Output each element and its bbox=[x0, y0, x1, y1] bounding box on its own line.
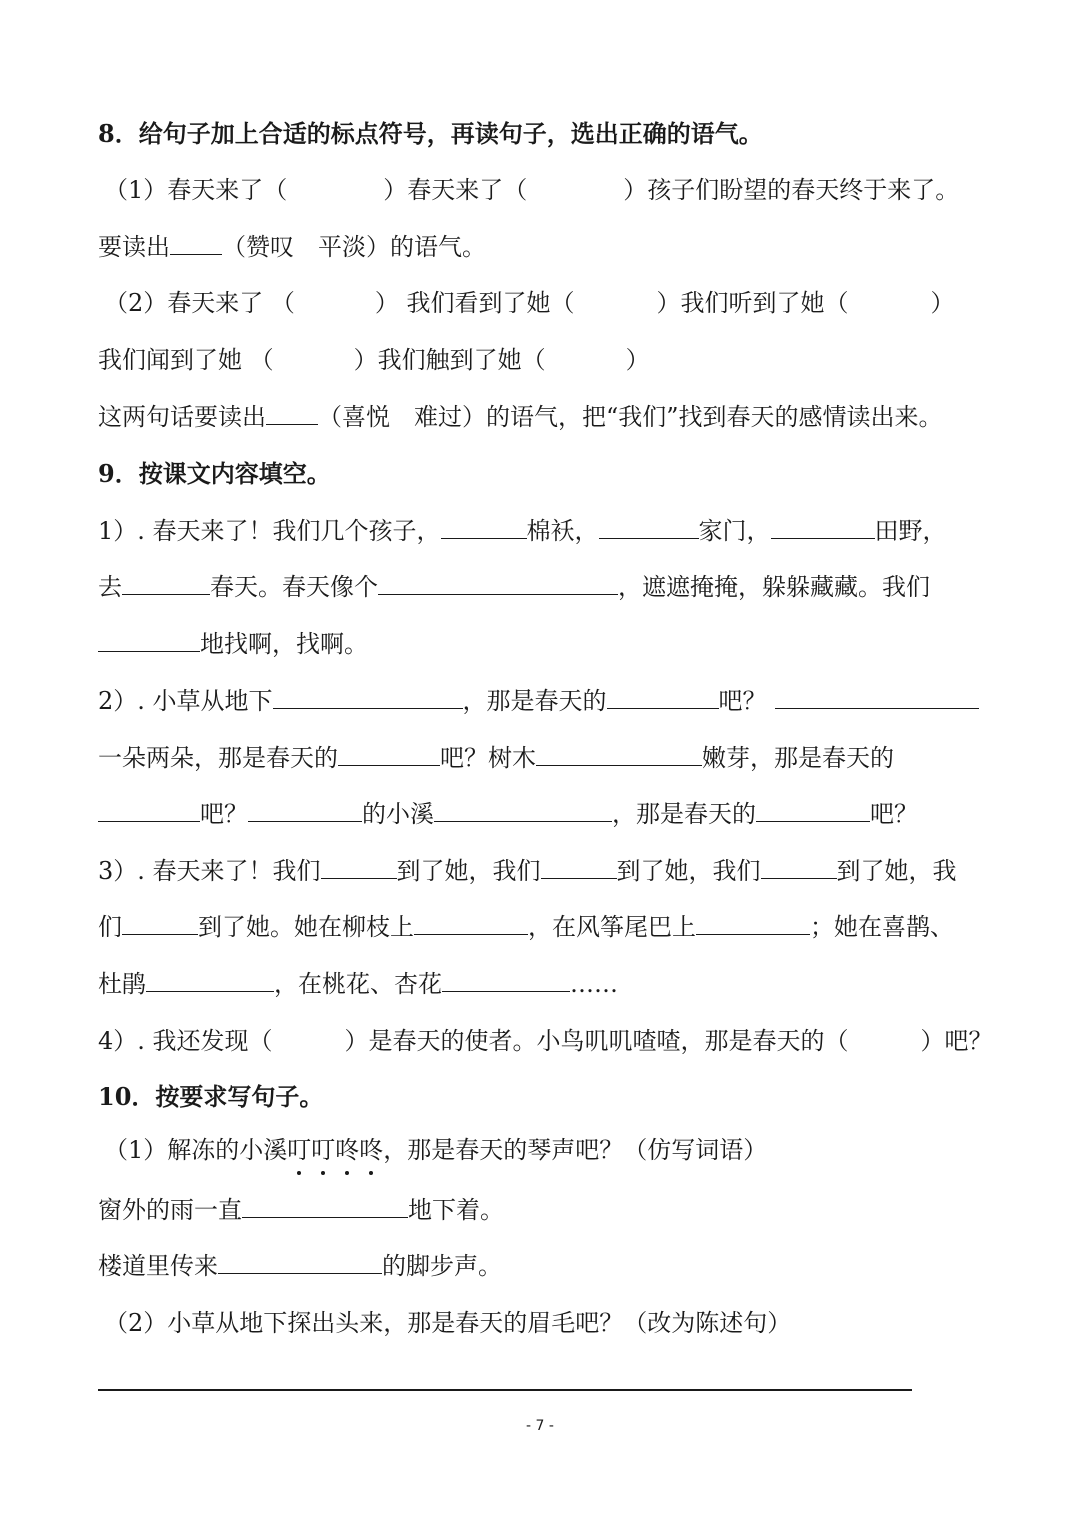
question-9-item-1-line-3: 地找啊，找啊。 bbox=[98, 628, 368, 660]
question-10-part-1: （1）解冻的小溪叮叮咚咚，那是春天的琴声吧？（仿写词语） bbox=[104, 1136, 768, 1164]
emphasis-dot-char: 咚 bbox=[335, 1136, 360, 1164]
page-number: - 7 - bbox=[526, 1418, 554, 1434]
answer-blank[interactable] bbox=[218, 1251, 382, 1274]
answer-blank[interactable] bbox=[541, 856, 617, 879]
answer-blank[interactable] bbox=[122, 912, 198, 935]
answer-line[interactable] bbox=[98, 1389, 912, 1391]
question-9-item-1-line-1: 1）. 春天来了！我们几个孩子， 棉袄， 家门， 田野， bbox=[98, 517, 947, 545]
answer-blank[interactable] bbox=[434, 799, 612, 822]
question-8-tone-line-1: 要读出 （赞叹 平淡）的语气。 bbox=[98, 233, 486, 261]
question-9-item-3-line-3: 杜鹃 ，在桃花、杏花 …… bbox=[98, 970, 618, 998]
question-8-part-1: （1）春天来了（ ）春天来了（ ）孩子们盼望的春天终于来了。 bbox=[104, 176, 960, 204]
answer-blank[interactable] bbox=[273, 686, 463, 709]
answer-blank[interactable] bbox=[378, 572, 618, 595]
question-9-item-3-line-2: 们 到了她。她在柳枝上 ，在风筝尾巴上 ；她在喜鹊、 bbox=[98, 913, 954, 941]
question-9-item-4: 4）. 我还发现（ ）是春天的使者。小鸟叽叽喳喳，那是春天的（ ）吧？ bbox=[98, 1027, 993, 1055]
question-9-item-1-line-2: 去 春天。春天像个 ，遮遮掩掩，躲躲藏藏。我们 bbox=[98, 573, 930, 601]
answer-blank[interactable] bbox=[771, 516, 875, 539]
emphasis-dot-char: 叮 bbox=[287, 1136, 312, 1164]
answer-blank[interactable] bbox=[756, 799, 870, 822]
question-9-item-2-line-1: 2）. 小草从地下 ，那是春天的 吧？ bbox=[98, 685, 979, 717]
emphasis-dot-char: 叮 bbox=[311, 1136, 336, 1164]
question-10-part-2: （2）小草从地下探出头来，那是春天的眉毛吧？（改为陈述句） bbox=[104, 1309, 792, 1337]
question-8-part-2-cont: 我们闻到了她 （ ）我们触到了她（ ） bbox=[98, 346, 650, 374]
answer-blank[interactable] bbox=[536, 743, 702, 766]
answer-blank[interactable] bbox=[414, 912, 528, 935]
answer-blank[interactable] bbox=[98, 629, 200, 652]
question-10-imitate-line-2: 楼道里传来 的脚步声。 bbox=[98, 1252, 502, 1280]
answer-blank[interactable] bbox=[599, 516, 699, 539]
answer-blank[interactable] bbox=[242, 1195, 408, 1218]
question-10-imitate-line-1: 窗外的雨一直 地下着。 bbox=[98, 1196, 504, 1224]
emphasis-dot-char: 咚 bbox=[359, 1136, 384, 1164]
answer-blank[interactable] bbox=[321, 856, 397, 879]
answer-blank[interactable] bbox=[266, 402, 318, 425]
question-10-title: 10．按要求写句子。 bbox=[98, 1082, 324, 1111]
answer-blank[interactable] bbox=[338, 743, 440, 766]
answer-blank[interactable] bbox=[761, 856, 837, 879]
answer-blank[interactable] bbox=[696, 912, 810, 935]
question-9-item-2-line-2: 一朵两朵，那是春天的 吧？树木 嫩芽，那是春天的 bbox=[98, 744, 894, 772]
answer-blank[interactable] bbox=[122, 572, 210, 595]
question-8-part-2: （2）春天来了 （ ） 我们看到了她（ ）我们听到了她（ ） bbox=[104, 289, 955, 317]
question-9-title: 9．按课文内容填空。 bbox=[98, 459, 331, 488]
question-8-tone-line-2: 这两句话要读出 （喜悦 难过）的语气，把“我们”找到春天的感情读出来。 bbox=[98, 403, 943, 431]
answer-blank[interactable] bbox=[441, 516, 527, 539]
answer-blank[interactable] bbox=[170, 232, 222, 255]
answer-blank[interactable] bbox=[146, 969, 274, 992]
question-9-item-2-line-3: 吧？ 的小溪 ，那是春天的 吧？ bbox=[98, 798, 918, 830]
answer-blank[interactable] bbox=[607, 686, 719, 709]
question-9-item-3-line-1: 3）. 春天来了！我们 到了她，我们 到了她，我们 到了她，我 bbox=[98, 857, 957, 885]
answer-blank[interactable] bbox=[775, 686, 979, 709]
question-8-title: 8．给句子加上合适的标点符号，再读句子，选出正确的语气。 bbox=[98, 119, 763, 148]
answer-blank[interactable] bbox=[248, 799, 362, 822]
answer-blank[interactable] bbox=[98, 799, 200, 822]
answer-blank[interactable] bbox=[442, 969, 570, 992]
